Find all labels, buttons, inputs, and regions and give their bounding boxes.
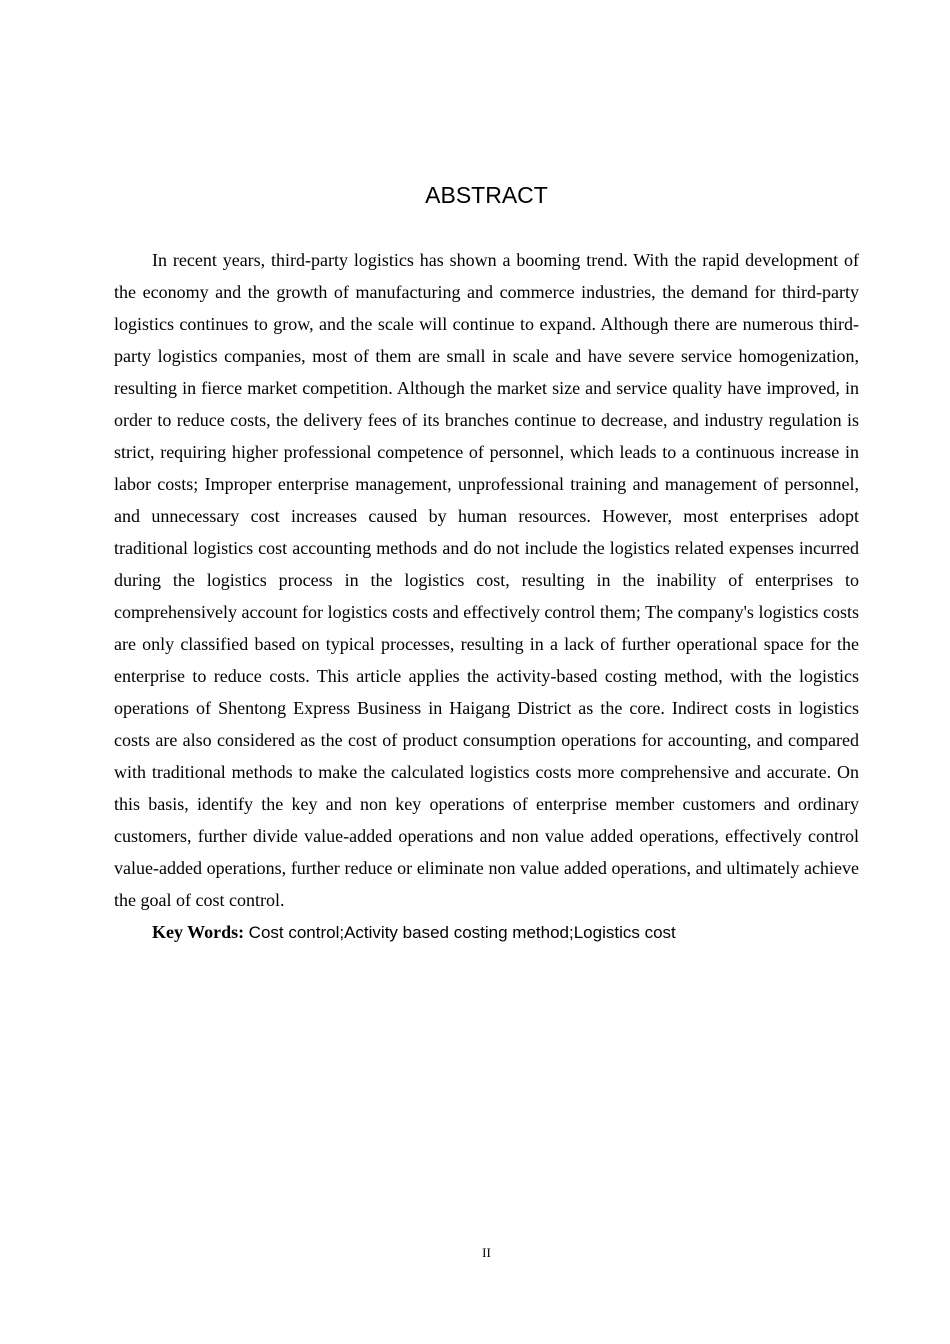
page-title: ABSTRACT (425, 182, 548, 208)
page-number: II (482, 1245, 491, 1260)
abstract-body (114, 244, 859, 949)
keywords-value: Cost control;Activity based costing method;Logistics cost (248, 923, 676, 942)
abstract-paragraph: In recent years, third-party logistics has shown a booming trend. With the rapid development of the economy and the growth of manufacturing and commerce industries, the demand for third-party logistics continues to grow, and the scale will continue to expand. Although there are numerous third-party logistics companies, most of them are small in scale and have severe service homogenization, resulting in fierce market competition. Although the market size and service quality have improved, in order to reduce costs, the delivery fees of its branches continue to decrease, and industry regulation is strict, requiring higher professional competence of personnel, which leads to a continuous increase in labor costs; Improper enterprise management, unprofessional training and management of personnel, and unnecessary cost increases caused by human resources. However, most enterprises adopt traditional logistics cost accounting methods and do not include the logistics related expenses incurred during the logistics process in the logistics cost, resulting in the inability of enterprises to comprehensively account for logistics costs and effectively control them; The company's logistics costs are only classified based on typical processes, resulting in a lack of further operational space for the enterprise to reduce costs. This article applies the activity-based costing method, with the logistics operations of Shentong Express Business in Haigang District as the core. Indirect costs in logistics costs are also considered as the cost of product consumption operations for accounting, and compared with traditional methods to make the calculated logistics costs more comprehensive and accurate. On this basis, identify the key and non key operations of enterprise member customers and ordinary customers, further divide value-added operations and non value added operations, effectively control value-added operations, further reduce or eliminate non value added operations, and ultimately achieve the goal of cost control. (114, 250, 859, 910)
keywords-label: Key Words: (152, 922, 245, 942)
keywords-line (114, 916, 859, 949)
